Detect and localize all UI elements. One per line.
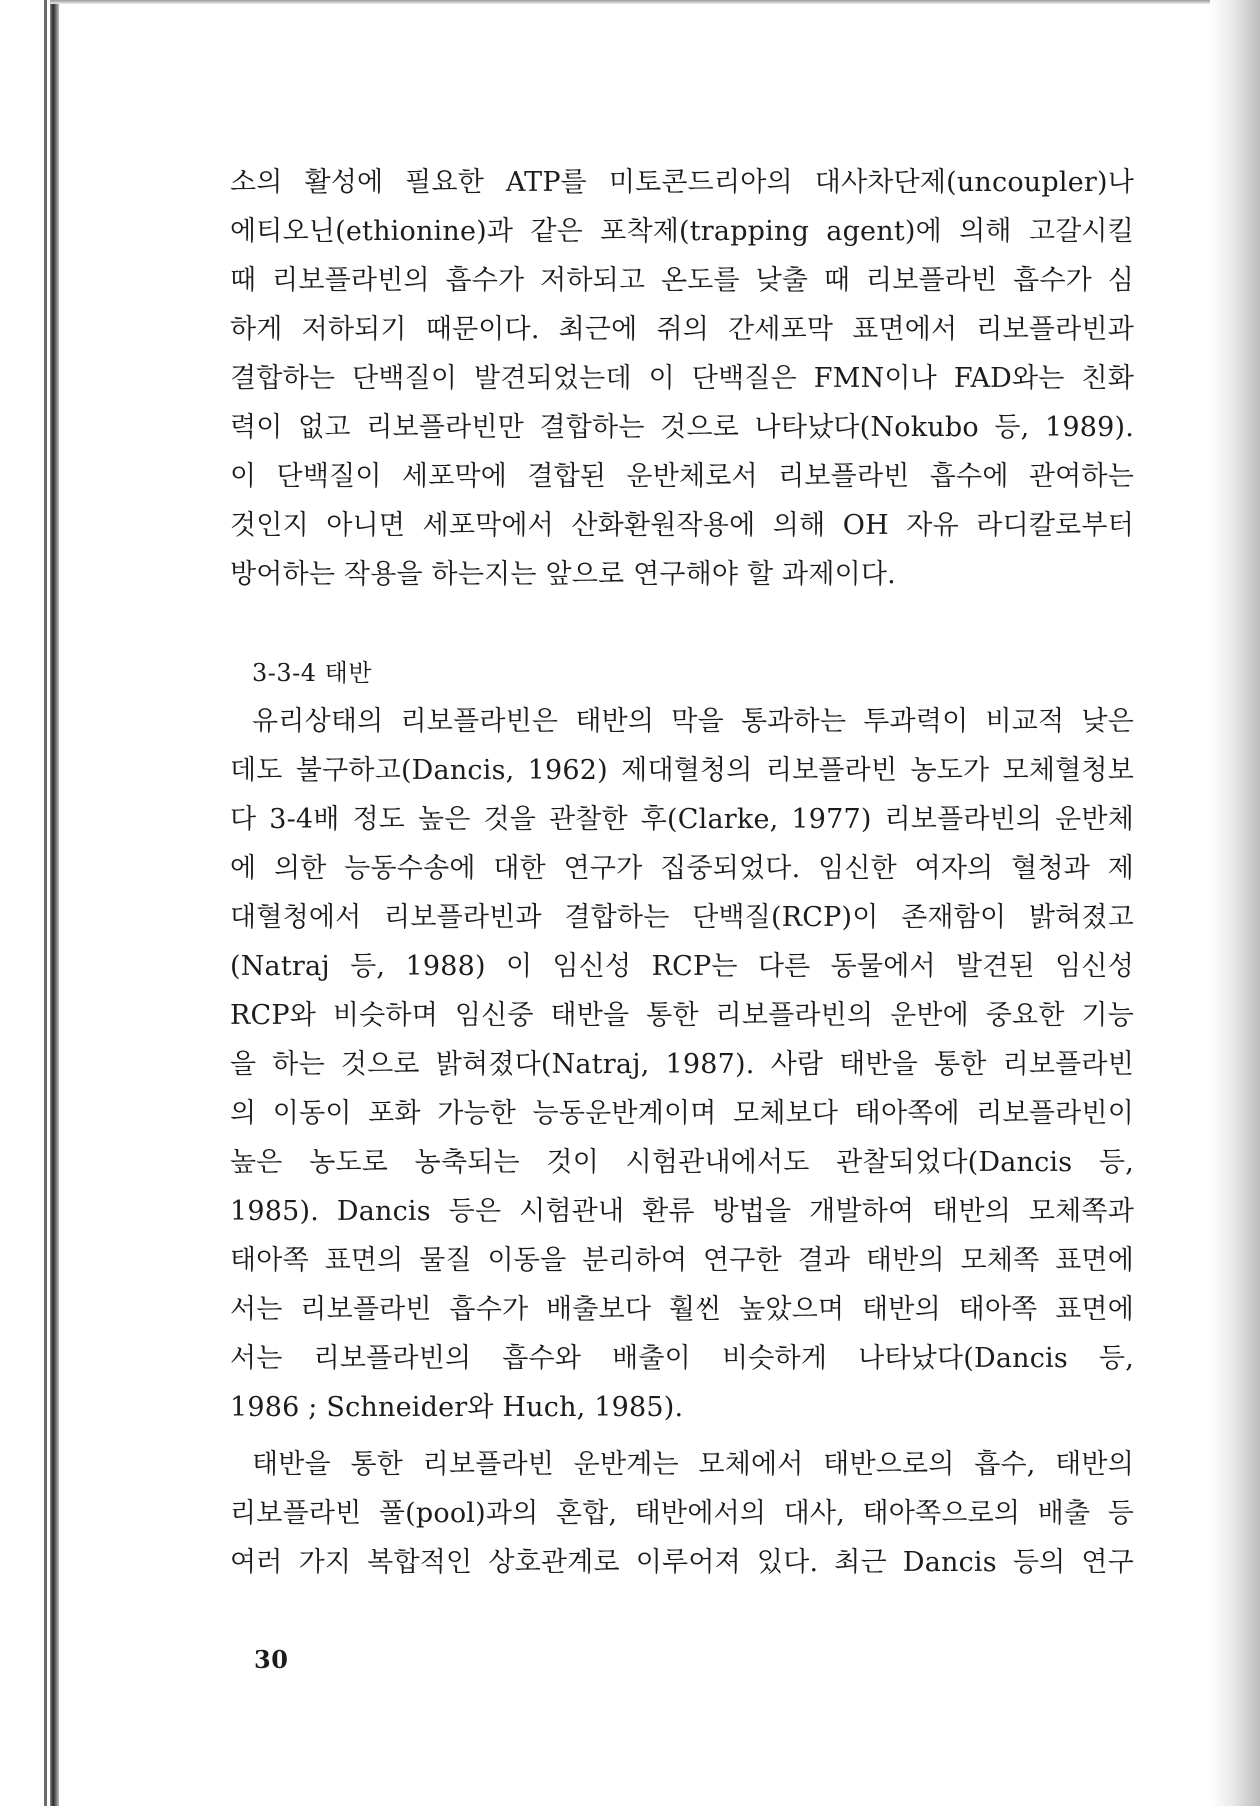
text-line: 때 리보플라빈의 흡수가 저하되고 온도를 낮출 때 리보플라빈 흡수가 심 [230, 265, 1134, 296]
page-right-shadow [1210, 0, 1260, 1806]
text-line: 1985). Dancis 등은 시험관내 환류 방법을 개발하여 태반의 모체쪽과 [230, 1196, 1134, 1227]
text-line: 태반을 통한 리보플라빈 운반계는 모체에서 태반으로의 흡수, 태반의 [252, 1449, 1134, 1480]
text-line: 데도 불구하고(Dancis, 1962) 제대혈청의 리보플라빈 농도가 모체혈청보 [230, 755, 1134, 786]
text-line: (Natraj 등, 1988) 이 임신성 RCP는 다른 동물에서 발견된 임신성 [230, 951, 1134, 982]
text-line: 에티오닌(ethionine)과 같은 포착제(trapping agent)에 의해 고갈시킬 [230, 216, 1134, 247]
page-left-shadow [50, 0, 59, 1806]
text-line: 결합하는 단백질이 발견되었는데 이 단백질은 FMN이나 FAD와는 친화 [230, 363, 1134, 394]
section-heading: 3-3-4 태반 [252, 659, 373, 687]
text-line: 력이 없고 리보플라빈만 결합하는 것으로 나타났다(Nokubo 등, 1989). [230, 412, 1134, 443]
text-line: 다 3-4배 정도 높은 것을 관찰한 후(Clarke, 1977) 리보플라빈의 운반체 [230, 804, 1134, 835]
paragraph-transport-system [230, 1440, 1134, 1587]
paragraph-placenta-transport [230, 697, 1134, 1432]
text-line: 소의 활성에 필요한 ATP를 미토콘드리아의 대사차단제(uncoupler)나 [230, 167, 1134, 198]
book-spine-edge [44, 0, 47, 1806]
paragraph-atp-uptake [230, 158, 1134, 599]
text-line: 서는 리보플라빈의 흡수와 배출이 비슷하게 나타났다(Dancis 등, [230, 1343, 1134, 1374]
text-line: 을 하는 것으로 밝혀졌다(Natraj, 1987). 사람 태반을 통한 리보플라빈 [230, 1049, 1134, 1080]
text-line: 이 단백질이 세포막에 결합된 운반체로서 리보플라빈 흡수에 관여하는 [230, 461, 1134, 492]
text-line: 유리상태의 리보플라빈은 태반의 막을 통과하는 투과력이 비교적 낮은 [252, 706, 1134, 737]
text-line: 에 의한 능동수송에 대한 연구가 집중되었다. 임신한 여자의 혈청과 제 [230, 853, 1134, 884]
text-line: 태아쪽 표면의 물질 이동을 분리하여 연구한 결과 태반의 모체쪽 표면에 [230, 1245, 1134, 1276]
text-line: 1986 ; Schneider와 Huch, 1985). [230, 1392, 684, 1423]
text-line: 높은 농도로 농축되는 것이 시험관내에서도 관찰되었다(Dancis 등, [230, 1147, 1134, 1178]
text-line: 리보플라빈 풀(pool)과의 혼합, 태반에서의 대사, 태아쪽으로의 배출 등 [230, 1498, 1134, 1529]
text-line: 하게 저하되기 때문이다. 최근에 쥐의 간세포막 표면에서 리보플라빈과 [230, 314, 1134, 345]
text-line: RCP와 비슷하며 임신중 태반을 통한 리보플라빈의 운반에 중요한 기능 [230, 1000, 1134, 1031]
text-line: 대혈청에서 리보플라빈과 결합하는 단백질(RCP)이 존재함이 밝혀졌고 [230, 902, 1134, 933]
text-line: 의 이동이 포화 가능한 능동운반계이며 모체보다 태아쪽에 리보플라빈이 [230, 1098, 1134, 1129]
text-line: 여러 가지 복합적인 상호관계로 이루어져 있다. 최근 Dancis 등의 연구 [230, 1547, 1134, 1578]
text-line: 것인지 아니면 세포막에서 산화환원작용에 의해 OH 자유 라디칼로부터 [230, 510, 1134, 541]
text-line: 방어하는 작용을 하는지는 앞으로 연구해야 할 과제이다. [230, 559, 896, 590]
page-number: 30 [254, 1645, 289, 1674]
text-line: 서는 리보플라빈 흡수가 배출보다 훨씬 높았으며 태반의 태아쪽 표면에 [230, 1294, 1134, 1325]
